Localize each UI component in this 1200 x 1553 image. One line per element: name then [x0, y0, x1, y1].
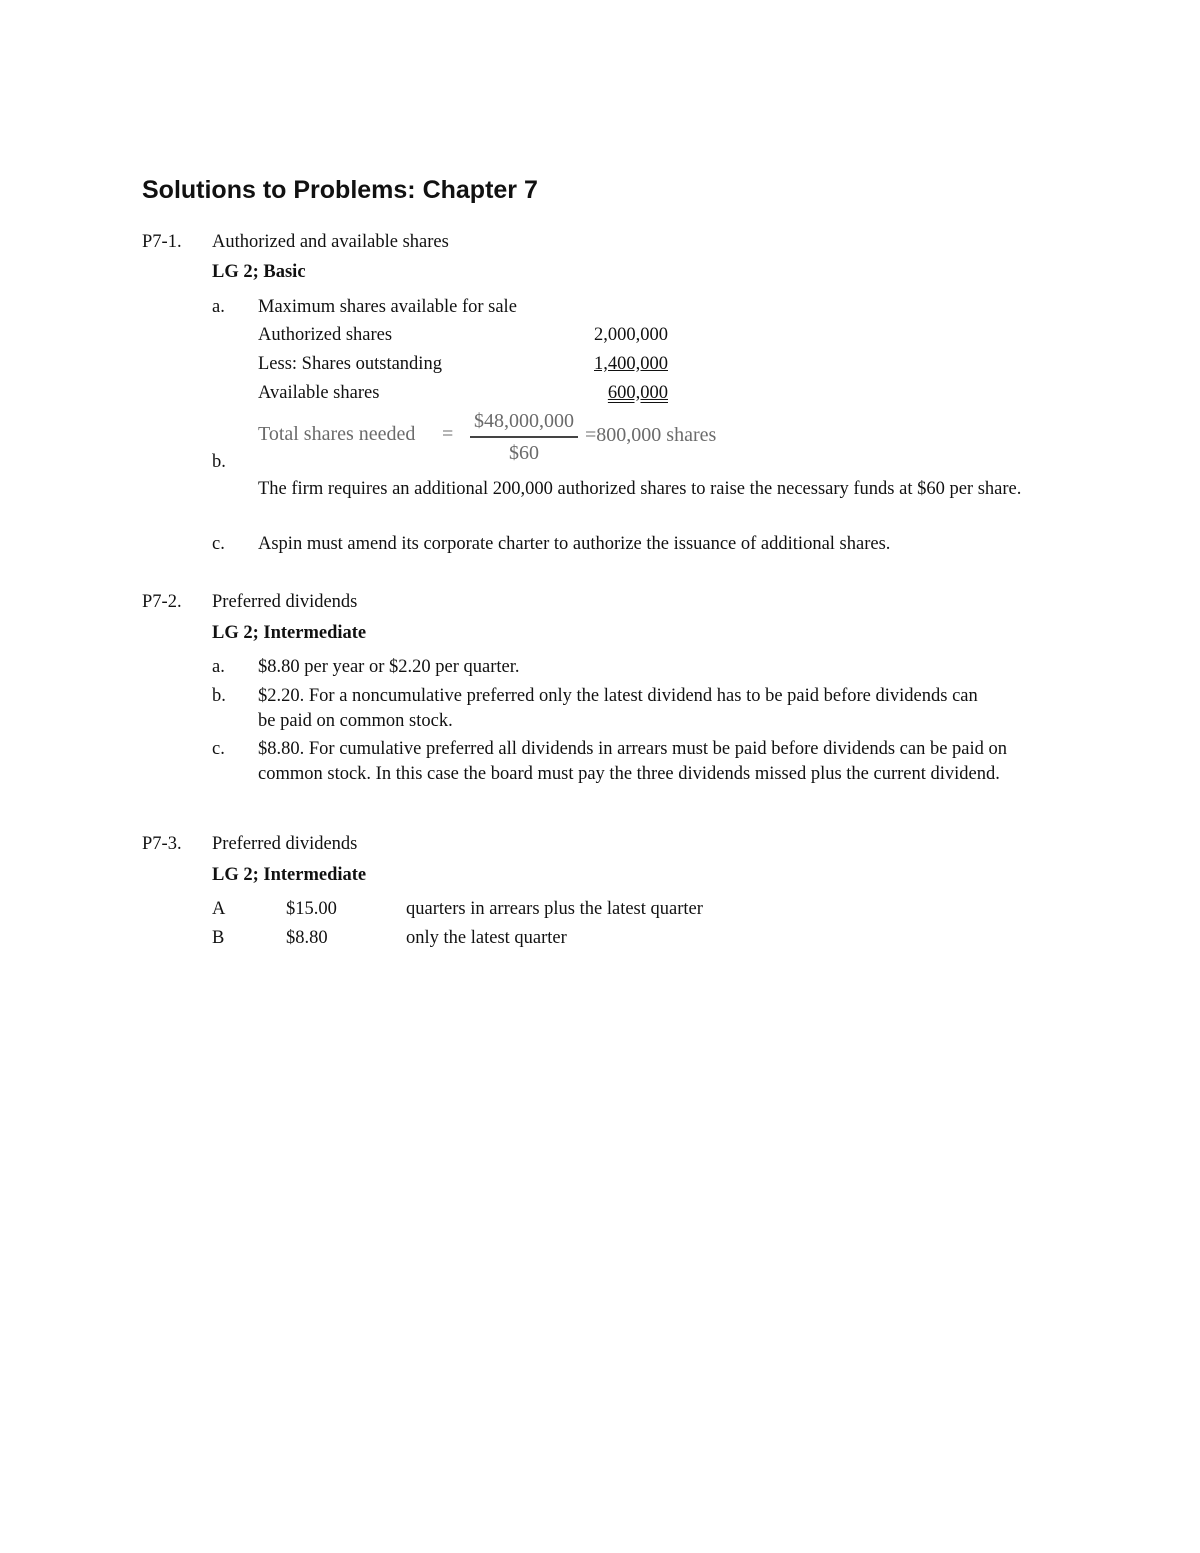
table-row-letter: A [212, 899, 226, 919]
row-label: Authorized shares [258, 325, 393, 345]
item-letter: a. [212, 297, 225, 317]
formula-label: Total shares needed [258, 423, 416, 445]
row-value-text: 1,400,000 [594, 354, 668, 374]
table-row-desc: only the latest quarter [406, 928, 567, 948]
item-letter: a. [212, 657, 225, 677]
item-letter: c. [212, 534, 225, 554]
item-text: Aspin must amend its corporate charter to authorize the issuance of additional shares. [258, 534, 891, 554]
row-value: 2,000,000 [594, 325, 668, 345]
table-row-amount: $8.80 [286, 928, 328, 948]
item-letter: c. [212, 739, 225, 759]
problem-number: P7-2. [142, 592, 182, 612]
problem-heading: Preferred dividends [212, 834, 358, 854]
formula-numerator: $48,000,000 [474, 410, 574, 432]
item-text: $2.20. For a noncumulative preferred only the latest dividend has to be paid before dividends can be paid on common stock. [258, 686, 978, 731]
item-text: The firm requires an additional 200,000 authorized shares to raise the necessary funds at $60 per share. [258, 479, 1022, 499]
difficulty-level: LG 2; Intermediate [212, 623, 367, 643]
row-label: Available shares [258, 383, 380, 403]
item-letter: b. [212, 452, 226, 472]
problem-number: P7-1. [142, 232, 182, 252]
row-value-text: 600,000 [607, 383, 668, 403]
table-row-letter: B [212, 928, 225, 948]
item-text: Maximum shares available for sale [258, 297, 517, 317]
formula-result: =800,000 shares [585, 424, 717, 446]
page-title: Solutions to Problems: Chapter 7 [142, 176, 538, 204]
row-label: Less: Shares outstanding [258, 354, 442, 374]
difficulty-level: LG 2; Intermediate [212, 865, 367, 885]
problem-number: P7-3. [142, 834, 182, 854]
item-text: $8.80. For cumulative preferred all dividends in arrears must be paid before dividends can be paid on common stock. In this case the board must pay the three dividends missed plus the current dividend. [258, 739, 1008, 784]
formula-denominator: $60 [509, 442, 539, 464]
table-row-desc: quarters in arrears plus the latest quarter [406, 899, 703, 919]
problem-heading: Preferred dividends [212, 592, 358, 612]
row-value [578, 352, 668, 376]
difficulty-level: LG 2; Basic [212, 262, 306, 282]
formula-equals: = [442, 423, 454, 445]
item-letter: b. [212, 686, 226, 706]
problem-heading: Authorized and available shares [212, 232, 449, 252]
row-value [578, 381, 668, 405]
table-row-amount: $15.00 [286, 899, 337, 919]
item-text: $8.80 per year or $2.20 per quarter. [258, 657, 520, 677]
